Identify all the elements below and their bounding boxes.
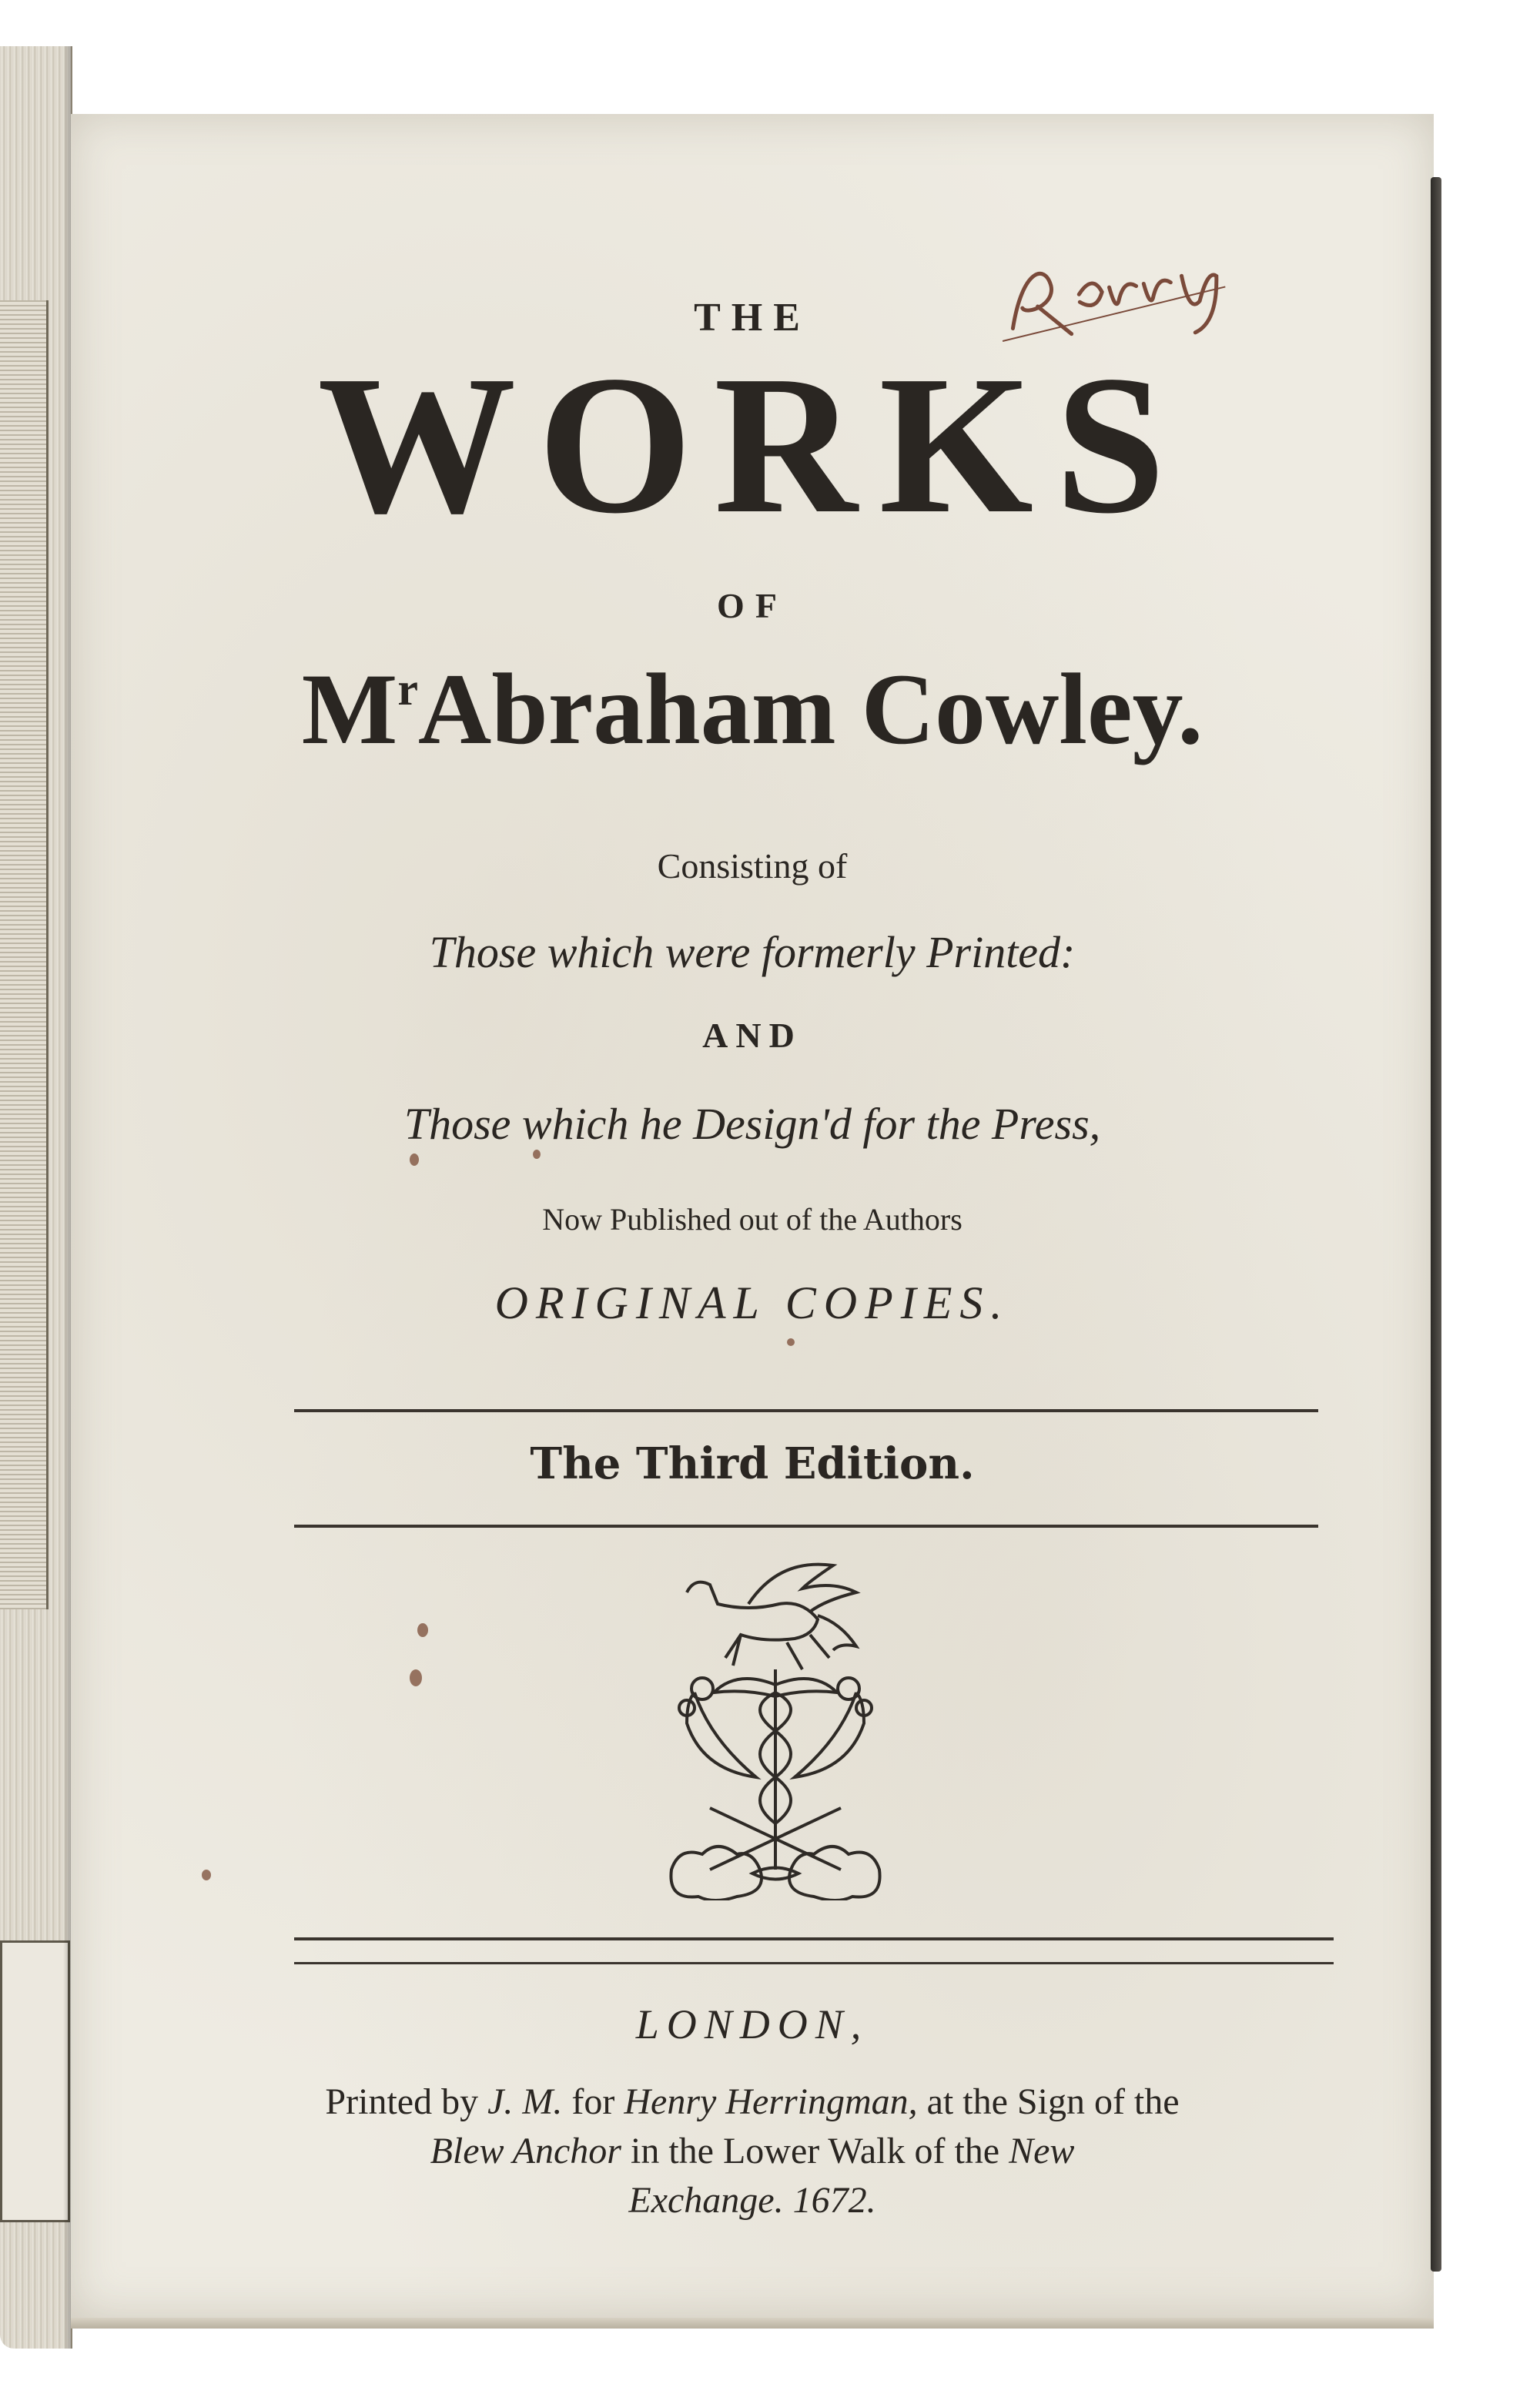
imprint-city: LONDON, [635, 2001, 869, 2047]
title-of: OF [717, 586, 788, 625]
subtitle-consisting: Consisting of [657, 846, 848, 886]
pegasus-emblem-icon [664, 1562, 887, 1900]
foxing-spot [787, 1338, 795, 1346]
subtitle-original: ORIGINAL COPIES. [494, 1277, 1010, 1328]
imprint-line-1 [71, 2078, 1434, 2127]
imprint-line-3 [71, 2176, 1434, 2225]
frontispiece-page-edge [0, 46, 72, 2349]
rule-lower [294, 1937, 1334, 1940]
subtitle-and: AND [702, 1016, 802, 1055]
engraving-frame-fragment [0, 1940, 70, 2222]
author-prefix: M [301, 652, 398, 765]
imprint-printer: J. M. [487, 2081, 563, 2122]
rule-lower-double [294, 1962, 1334, 1964]
foxing-spot [202, 1870, 211, 1880]
foxing-spot [410, 1153, 419, 1166]
book-edge [1431, 177, 1441, 2272]
foxing-spot [410, 1669, 422, 1686]
author-prefix-sup: r [397, 664, 418, 715]
imprint-location: in the Lower Walk of the [630, 2131, 1000, 2171]
page-shadow [63, 46, 71, 2349]
imprint-block [71, 2078, 1434, 2225]
imprint-line-2 [71, 2127, 1434, 2176]
title-works: WORKS [317, 334, 1187, 554]
imprint-for: for [571, 2081, 615, 2122]
title-page [71, 114, 1434, 2318]
rule-top [294, 1409, 1318, 1412]
author-name [71, 653, 1434, 765]
title-the: THE [694, 296, 811, 340]
subtitle-formerly: Those which were formerly Printed: [429, 927, 1076, 977]
imprint-publisher: Henry Herringman, [624, 2081, 918, 2122]
subtitle-designd: Those which he Design'd for the Press, [403, 1099, 1101, 1149]
foxing-spot [533, 1150, 541, 1159]
engraving-fragment [0, 300, 49, 1609]
page-stack-edge [71, 2318, 1434, 2329]
imprint-exchange: Exchange. [628, 2180, 784, 2221]
imprint-new: New [1009, 2131, 1075, 2171]
imprint-year: 1672. [792, 2180, 876, 2221]
imprint-printed-by: Printed by [325, 2081, 479, 2122]
imprint-shop: Blew Anchor [430, 2131, 621, 2171]
subtitle-published: Now Published out of the Authors [542, 1202, 962, 1237]
foxing-spot [417, 1623, 428, 1637]
edition-label: The Third Edition. [530, 1438, 975, 1489]
rule-mid [294, 1525, 1318, 1528]
author-surname: Abraham Cowley. [417, 652, 1204, 765]
imprint-sign: at the Sign of the [926, 2081, 1180, 2122]
